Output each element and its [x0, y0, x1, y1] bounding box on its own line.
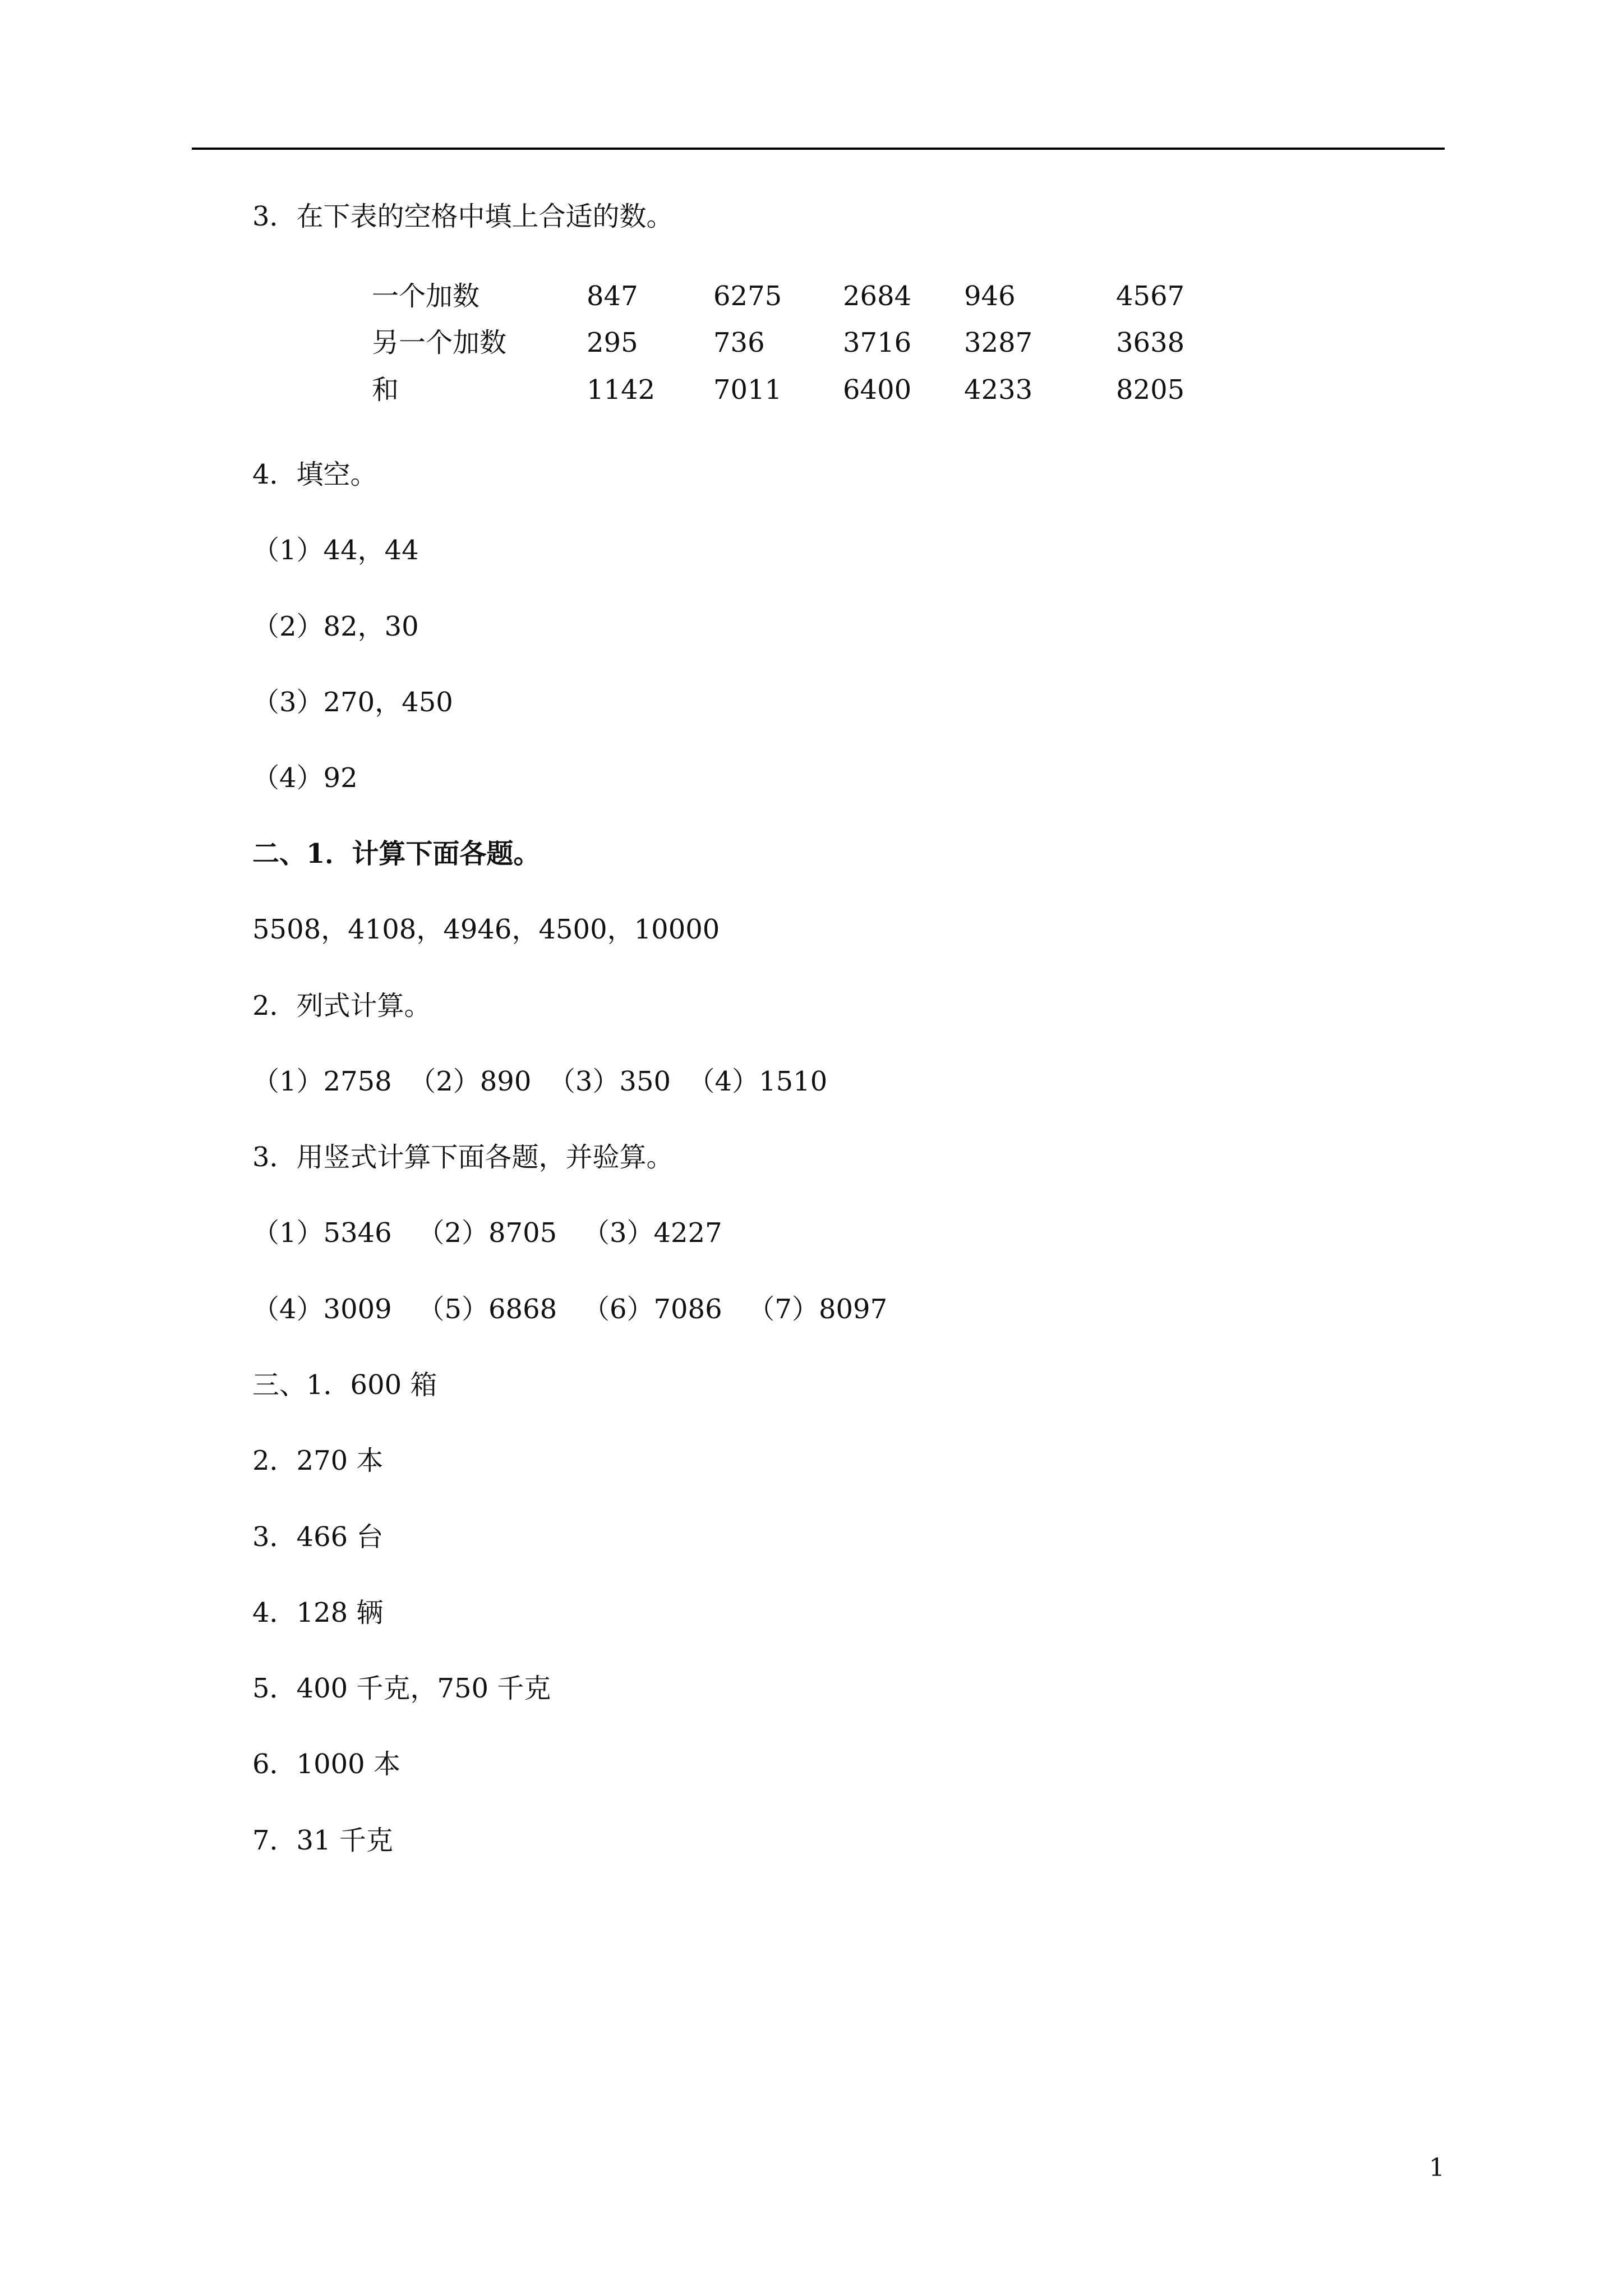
section-3-item: 5．400 千克，750 千克	[252, 1673, 551, 1704]
section-3-item: 3．466 台	[252, 1521, 384, 1553]
section-2-1-answer: 5508，4108，4946，4500，10000	[252, 914, 720, 945]
table-cell: 946	[964, 280, 1016, 312]
q4-item: （4）92	[252, 762, 358, 794]
q4-item: （1）44，44	[252, 535, 419, 566]
section-2-3-answer: （4）3009 （5）6868 （6）7086 （7）8097	[252, 1294, 888, 1325]
q4-title: 4．填空。	[252, 459, 377, 490]
section-2-3-title: 3．用竖式计算下面各题，并验算。	[252, 1142, 674, 1173]
table-cell: 4233	[964, 374, 1033, 406]
section-2-title: 二、1．计算下面各题。	[252, 838, 541, 869]
section-2-2-answer: （1）2758 （2）890 （3）350 （4）1510	[252, 1066, 828, 1097]
table-cell: 3638	[1116, 327, 1185, 358]
table-cell: 295	[587, 327, 638, 358]
table-cell: 3716	[843, 327, 912, 358]
section-3-item: 4．128 辆	[252, 1597, 384, 1628]
section-2-2-title: 2．列式计算。	[252, 990, 431, 1022]
table-cell: 8205	[1116, 374, 1185, 406]
table-cell: 7011	[713, 374, 782, 406]
table-cell: 736	[713, 327, 765, 358]
section-2-3-answer: （1）5346 （2）8705 （3）4227	[252, 1217, 722, 1249]
table-cell: 另一个加数	[372, 327, 507, 358]
table-cell: 1142	[587, 374, 656, 406]
table-cell: 一个加数	[372, 280, 480, 312]
section-3-item: 三、1．600 箱	[252, 1369, 437, 1401]
section-3-item: 2．270 本	[252, 1445, 384, 1476]
header-rule	[192, 148, 1445, 150]
table-cell: 6275	[713, 280, 782, 312]
table-cell: 2684	[843, 280, 912, 312]
table-cell: 4567	[1116, 280, 1185, 312]
table-cell: 3287	[964, 327, 1033, 358]
page-number: 1	[1429, 2154, 1445, 2182]
q4-item: （2）82，30	[252, 611, 419, 642]
table-cell: 6400	[843, 374, 912, 406]
section-3-item: 6．1000 本	[252, 1749, 400, 1780]
q3-title: 3．在下表的空格中填上合适的数。	[252, 201, 674, 232]
q4-item: （3）270，450	[252, 687, 453, 718]
section-3-item: 7．31 千克	[252, 1825, 393, 1856]
table-cell: 847	[587, 280, 638, 312]
table-cell: 和	[372, 374, 399, 406]
